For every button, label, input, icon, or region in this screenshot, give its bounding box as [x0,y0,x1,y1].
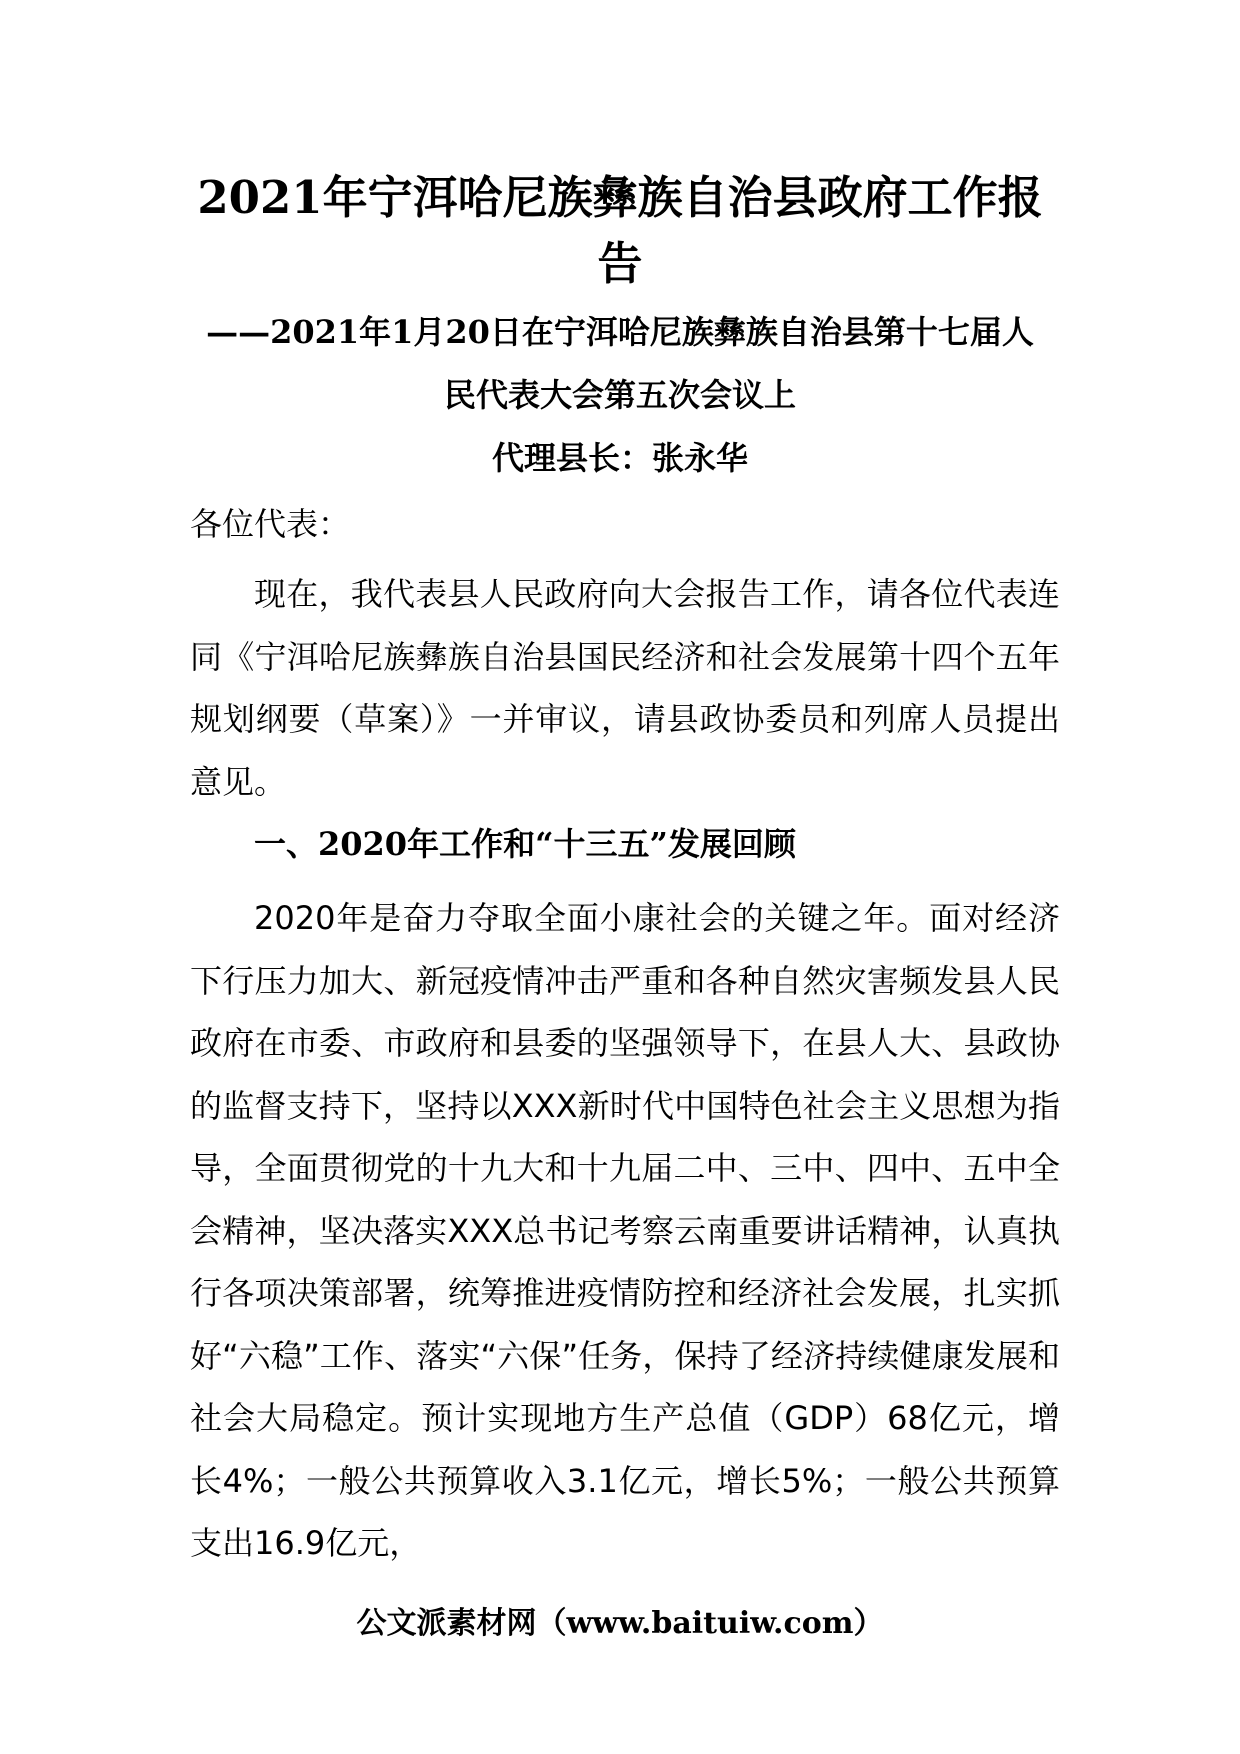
document-title-line1: 2021年宁洱哈尼族彝族自治县政府工作报 [197,171,1043,224]
speaker-line: 代理县长：张永华 [491,439,748,477]
footer-watermark: 公文派素材网（www.baituiw.com） [356,1606,884,1641]
subtitle-line2: 民代表大会第五次会议上 [443,376,796,414]
salutation: 各位代表： [190,505,351,543]
section-heading: 一、2020年工作和“十三五”发展回顾 [254,825,796,863]
subtitle-line1: ——2021年1月20日在宁洱哈尼族彝族自治县第十七届人 [206,313,1034,351]
paragraph-review: 2020年是奋力夺取全面小康社会的关键之年。面对经济下行压力加大、新冠疫情冲击严重和各种自然灾害频发县人民政府在市委、市政府和县委的坚强领导下，在县人大、县政协的监督支持下，坚持以XXX新时代中国特色社会主义思想为指导，全面贯彻党的十九大和十九届二中、三中、四中、五中全会精神，坚决落实XXX总书记考察云南重要讲话精神，认真执行各项决策部署，统筹推进疫情防控和经济社会发展，扎实抓好“六稳”工作、落实“六保”任务，保持了经济持续健康发展和社会大局稳定。预计实现地方生产总值（GDP）68亿元，增长4%；一般公共预算收入3.1亿元，增长5%；一般公共预算支出16.9亿元， [190,899,1060,1562]
document-title-line2: 告 [597,237,643,290]
paragraph-intro: 现在，我代表县人民政府向大会报告工作，请各位代表连同《宁洱哈尼族彝族自治县国民经济和社会发展第十四个五年规划纲要（草案）》一并审议，请县政协委员和列席人员提出意见。 [190,575,1060,801]
